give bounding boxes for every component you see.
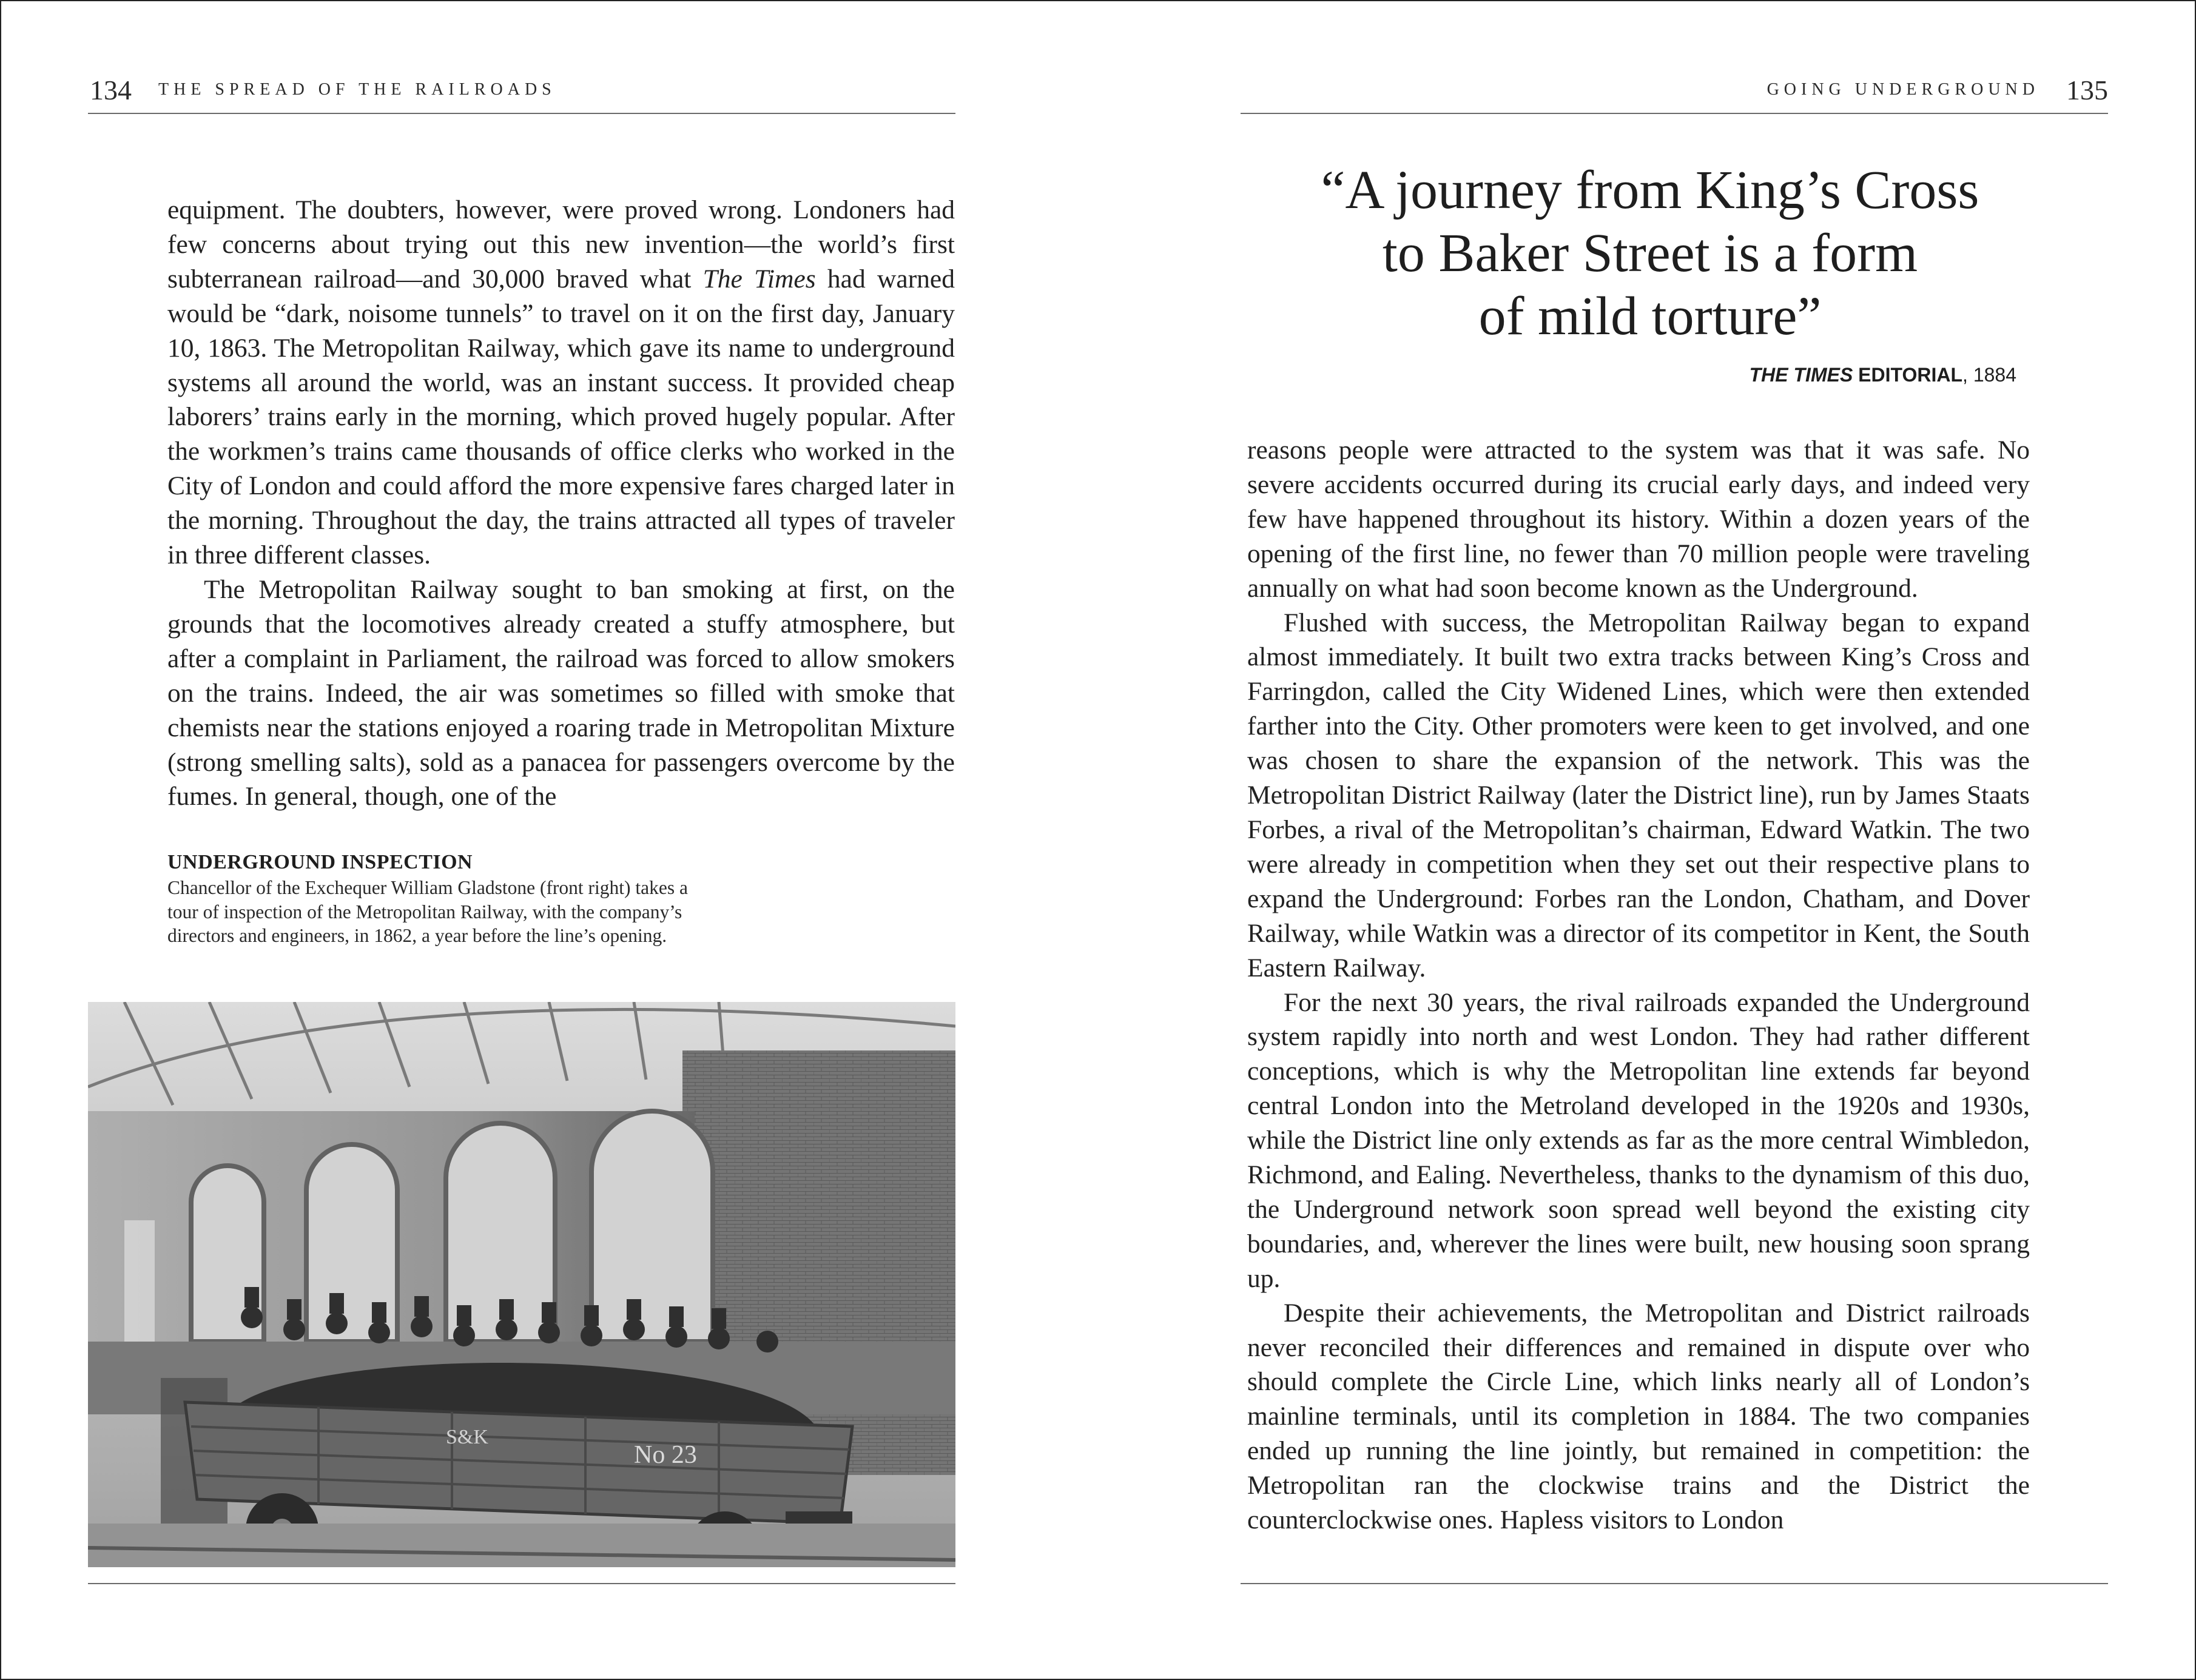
- left-folio: [90, 73, 556, 107]
- text-run: The Metropolitan Railway sought to ban smoking at first, on the grounds that the locomotives already created a stuffy atmosphere, but after a complaint in Parliament, the railroad was forced to allow smokers on the trains. Indeed, the air was sometimes so filled with smoke that chemists near the stations enjoyed a roaring trade in Metropolitan Mixture (strong smelling salts), sold as a panacea for passengers overcome by the fumes. In general, though, one of the: [167, 574, 955, 811]
- wagon-marking-number: No 23: [634, 1441, 697, 1469]
- right-paragraph-4: [1247, 1296, 2030, 1537]
- underground-inspection-photo: [88, 1002, 955, 1567]
- right-header-rule: [1241, 113, 2108, 114]
- pull-quote-attribution: [1750, 364, 2016, 386]
- left-paragraph-2: [167, 573, 955, 814]
- right-running-head: GOING UNDERGROUND: [1767, 80, 2039, 99]
- left-footer-rule: [88, 1583, 955, 1584]
- text-run: Flushed with success, the Metropolitan Railway began to expand almost immediately. It built two extra tracks between King’s Cross and Farringdon, called the City Widened Lines, which were then extended farther into the City. Other promoters were keen to get involved, and one was chosen to share the expansion of the network. This was the Metropolitan District Railway (later the District line), run by James Staats Forbes, a rival of the Metropolitan’s chairman, Edward Watkin. The two were already in competition when they set out their respective plans to expand the Underground: Forbes ran the London, Chatham, and Dover Railway, while Watkin was a director of its competitor in Kent, the South Eastern Railway.: [1247, 608, 2030, 983]
- right-paragraph-3: [1247, 986, 2030, 1296]
- caption-text: Chancellor of the Exchequer William Gladstone (front right) takes a tour of inspection of the Metropolitan Railway, with the company’s directors and engineers, in 1862, a year before the line’s opening.: [167, 877, 688, 946]
- attribution-publication: THE TIMES: [1749, 364, 1853, 386]
- left-page-number: 134: [90, 74, 132, 106]
- text-run: had warned would be “dark, noisome tunnels” to travel on it on the first day, January 10, 1863. The Metropolitan Railway, which gave its name to underground systems all around the world, was an instant success. It provided cheap laborers’ trains early in the morning, which proved hugely popular. After the workmen’s trains came thousands of office clerks who worked in the City of London and could afford the more expensive fares charged later in the morning. Throughout the day, the trains attracted all types of traveler in three different classes.: [167, 264, 955, 570]
- attribution-year: , 1884: [1962, 364, 2016, 386]
- pull-quote-line-1: “A journey from King’s Cross: [1321, 160, 1979, 220]
- pull-quote: [1262, 159, 2038, 348]
- left-body-text: [167, 193, 955, 814]
- right-footer-rule: [1241, 1583, 2108, 1584]
- photo-illustration: [88, 1002, 955, 1567]
- italic-text-run: The Times: [702, 264, 816, 294]
- wagon-marking-sk: S&K: [446, 1426, 488, 1448]
- text-run: reasons people were attracted to the system was that it was safe. No severe accidents occurred during its crucial early days, and indeed very few have happened throughout its history. Within a dozen years of the opening of the first line, no fewer than 70 million people were traveling annually on what had soon become known as the Underground.: [1247, 435, 2030, 603]
- left-header-rule: [88, 113, 955, 114]
- right-folio: [1767, 73, 2108, 107]
- text-run: For the next 30 years, the rival railroads expanded the Underground system rapidly into north and west London. They had rather different conceptions, which is why the Metropolitan line extends far beyond central London into the Metroland developed in the 1920s and 1930s, while the District line only extends as far as the more central Wimbledon, Richmond, and Ealing. Nevertheless, thanks to the dynamism of this duo, the Underground network soon spread well beyond the existing city boundaries, and, wherever the lines were built, new housing soon sprang up.: [1247, 987, 2030, 1293]
- right-page-number: 135: [2066, 74, 2108, 106]
- right-body-text: [1247, 433, 2030, 1537]
- pull-quote-line-2: to Baker Street is a form: [1382, 223, 1918, 283]
- left-paragraph-1: [167, 193, 955, 573]
- attribution-editorial: EDITORIAL: [1853, 364, 1963, 386]
- pull-quote-line-3: of mild torture”: [1478, 286, 1822, 346]
- right-paragraph-1: [1247, 433, 2030, 606]
- text-run: equipment. The doubters, however, were proved wrong. Londoners had few concerns about trying out this new invention—the world’s first subterranean railroad—and 30,000 braved what: [167, 195, 955, 294]
- left-running-head: THE SPREAD OF THE RAILROADS: [158, 80, 556, 99]
- text-run: Despite their achievements, the Metropolitan and District railroads never reconciled their differences and remained in dispute over who should complete the Circle Line, which links nearly all of London’s mainline terminals, until its completion in 1884. The two companies ended up running the line jointly, but remained in competition: the Metropolitan ran the clockwise trains and the District the counterclockwise ones. Hapless visitors to London: [1247, 1298, 2030, 1535]
- caption-heading: UNDERGROUND INSPECTION: [167, 851, 473, 873]
- photo-caption: [167, 849, 713, 948]
- right-paragraph-2: [1247, 606, 2030, 986]
